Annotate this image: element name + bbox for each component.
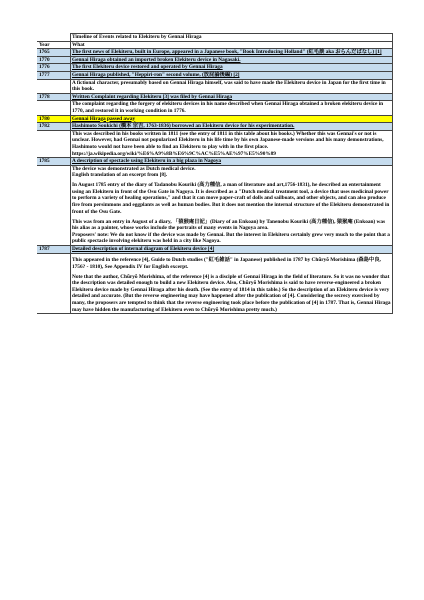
event-text: Note that the author, Chūryō Morishima, of the reference [4] is a disciple of Gennai Hiraga in the field of literature. So it was no wonder that the description was detailed enough to build a new Elekiteru device. Also, Chūryō Morishima is said to have reverse-engineered a broken Elekiteru device made by Gennai Hiraga after his death. (See the entry of 1814 in this table.) So the description of an Elekiteru device is very detailed and accurate. (But the reverse engineering may have happened after the publication of [4]. Considering the secrecy exercised by many, the proposers are tempted to think that the reverse engineering took place before the publication of [4] in 1787. That is, Gennai Hiraga may have hidden the manufacturing of Elekiteru even to Chūryō Morishima pretty much.): [72, 273, 391, 313]
row-year: [37, 101, 71, 115]
table-row: [37, 101, 393, 115]
event-text: This was described in his books written in 1811 (see the entry of 1811 in this table about his books.) Whether this was Gennai's or not is unclear. However, had Gennai not popularized Elekiteru in his life time by his own Japanese-made versions and his many demonstrations, Hashimoto would not have been able to find an Elekiteru to play with in the first place.: [72, 130, 384, 150]
row-year: [37, 79, 71, 93]
table-row: [37, 130, 393, 157]
table-row: [37, 123, 393, 131]
row-year: 1785: [37, 158, 71, 166]
title-year-cell: [37, 34, 71, 42]
event-text: Gennai Hiraga published, "Heppiri-ron" second volume, (放屁論後編) [2]: [72, 71, 240, 78]
event-text: The first news of Elekiteru, built in Europe, appeared in a Japanese book, "Book Introducing Holland" (紅毛談 aka おらんだばなし) [1]: [72, 49, 382, 56]
table-row: [37, 49, 393, 57]
row-year: [37, 253, 71, 314]
event-text: https://ja.wikipedia.org/wiki/%E6%A9%8B%E6%9C%AC%E5%AE%97%E5%90%89: [72, 150, 276, 157]
row-year: 1778: [37, 93, 71, 101]
table-header-row: [37, 41, 393, 49]
event-text: This appeared in the reference [4], Guide to Dutch studies ("紅毛雑話" in Japanese) published in 1787 by Chūryō Morishima (森島中良, 1756? - 1810), See Appendix IV for English excerpt.: [72, 256, 381, 270]
table-row: [37, 158, 393, 166]
row-year: 1782: [37, 123, 71, 131]
table-row: [37, 253, 393, 314]
row-event: [71, 246, 393, 254]
table-title-row: [37, 34, 393, 42]
row-event: [71, 165, 393, 245]
row-event: [71, 101, 393, 115]
event-text: Proposers' note: We do not know if the device was made by Gennai. But the interest in Elekiteru certainly grew very much to the point that a public spectacle involving elekiteru was held in a city like Nagoya.: [72, 231, 390, 245]
event-text: This was from an entry in August of a diary, 「猿猴庵日記」(Diary of an Enkoan) by Tanenobu Kouriki (高力種信), 猿猴庵 (Enkoan) was his alias as a painter, whose works include the portraits of many events in Nagoya area.: [72, 218, 386, 232]
table-row: [37, 115, 393, 123]
event-text: In August 1785 entry of the diary of Tadanobu Kouriki (高力種信, a man of literature and art,1756-1831), he described an entertainment using an Elekiteru in front of the Osu Gate in Nagoya. It is described as a "Dutch medical treatment tool, a device that uses medicinal power to perform a variety of healing operations," and that it can move paper-craft of dolls and sailboats, and other objects, and can also produce fire from persimmons and eggplants as well as human bodies. But it does not mention the internal structure of the Elekiteru demonstrated in front of the Osu Gate.: [72, 182, 390, 215]
row-year: 1765: [37, 49, 71, 57]
event-text: Detailed description of internal diagram of Elekiteru device [4]: [72, 246, 215, 252]
row-year: 1776: [37, 64, 71, 72]
event-text: A description of spectacle using Elekiteru in a big plaza in Nagoya: [72, 158, 222, 165]
row-event: [71, 56, 393, 64]
row-event: [71, 79, 393, 93]
row-year: 1777: [37, 71, 71, 79]
table-row: [37, 71, 393, 79]
row-year: 1770: [37, 56, 71, 64]
table-row: [37, 64, 393, 72]
row-event: [71, 123, 393, 131]
row-event: [71, 130, 393, 157]
row-event: [71, 253, 393, 314]
row-event: [71, 158, 393, 166]
header-year: Year: [37, 41, 71, 49]
event-text: Gennai Hiraga passed away: [72, 115, 136, 122]
row-event: [71, 115, 393, 123]
row-year: [37, 130, 71, 157]
event-text: Gennai Hiraga obtained an imported broken Elekiteru device in Nagasaki.: [72, 56, 241, 63]
event-text: Written Complaint regarding Elekiteru [3] was filed by Gennai Hiraga: [72, 93, 233, 100]
event-text: The first Elekiteru device restored and operated by Gennai Hiraga: [72, 64, 223, 71]
row-event: [71, 71, 393, 79]
event-text: A fictional character, presumably based on Gennai Hiraga himself, was said to have made the Elekiteru device in Japan for the first time in this book.: [72, 79, 386, 93]
row-event: [71, 49, 393, 57]
table-title: Timeline of Events related to Elekiteru by Gennai Hiraga: [71, 34, 393, 42]
event-text: The device was demonstrated as Dutch medical device.: [72, 165, 196, 172]
table-row: [37, 56, 393, 64]
row-event: [71, 93, 393, 101]
header-what: What: [71, 41, 393, 49]
table-row: [37, 165, 393, 245]
event-text: Hashimoto Soukichi (橋本 宗吉, 1763-1836) borrowed an Elekiteru device for his experimentation.: [72, 123, 295, 130]
row-event: [71, 64, 393, 72]
event-text: English translation of an excerpt from [8].: [72, 172, 168, 179]
document-page: [37, 33, 391, 314]
table-row: [37, 79, 393, 93]
event-text: The complaint regarding the forgery of elekiteru devices in his name described when Gennai Hiraga obtained a broken elekiteru device in 1770, and restored it in working condition in 1776.: [72, 101, 384, 114]
timeline-table: [37, 33, 393, 314]
table-row: [37, 246, 393, 254]
row-year: [37, 165, 71, 245]
table-row: [37, 93, 393, 101]
row-year: 1780: [37, 115, 71, 123]
row-year: 1787: [37, 246, 71, 254]
